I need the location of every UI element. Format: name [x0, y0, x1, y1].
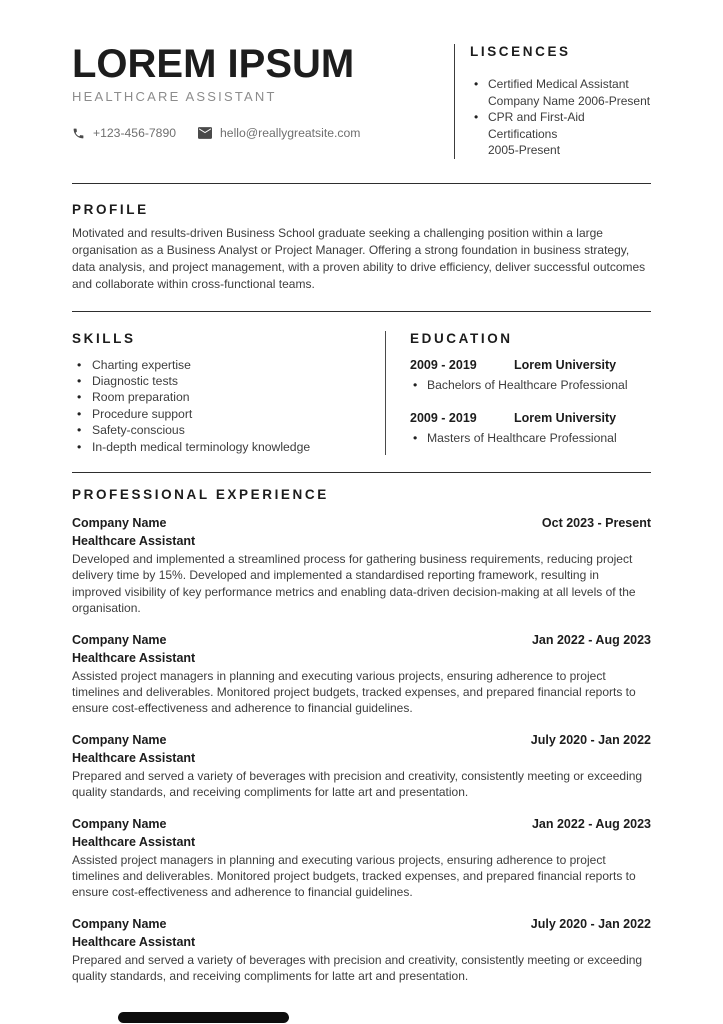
company-name: Company Name — [72, 732, 167, 747]
education-row — [410, 411, 651, 425]
education-degree: • Bachelors of Healthcare Professional — [410, 378, 651, 393]
header-identity — [72, 44, 454, 159]
skill-item: • Procedure support — [72, 406, 385, 422]
divider — [72, 472, 651, 473]
experience-description: Developed and implemented a streamlined process for gathering business requirements, reducing project delivery time by 15%. Developed and implemented a standardised reporting framework, resulting in improved visibility of key performance metrics and enabling data-driven decision-making at all levels of the organisation. — [72, 551, 636, 616]
company-name: Company Name — [72, 632, 167, 647]
experience-dates: Jan 2022 - Aug 2023 — [531, 632, 651, 647]
divider — [72, 183, 651, 184]
company-name: Company Name — [72, 916, 167, 931]
experience-entries — [72, 516, 651, 985]
footer-bar — [118, 1012, 289, 1023]
experience-entry-header — [72, 817, 651, 831]
experience-entry-header — [72, 633, 651, 647]
experience-section — [72, 487, 651, 985]
skill-item: • Safety-conscious — [72, 422, 385, 438]
experience-description: Assisted project managers in planning and executing various projects, ensuring adherence to project timelines and deliverables. Monitored project budgets, tracked expenses, and prepared financial reports to ensure cost-effectiveness and adherence to financial guidelines. — [72, 668, 636, 716]
education-heading: EDUCATION — [410, 330, 513, 346]
licence-line: Company Name 2006-Present — [488, 93, 651, 108]
education-row — [410, 358, 651, 372]
licences-heading: LISCENCES — [470, 44, 571, 59]
experience-description: Assisted project managers in planning and executing various projects, ensuring adherence to project timelines and deliverables. Monitored project budgets, tracked expenses, and prepared financial reports to ensure cost-effectiveness and adherence to financial guidelines. — [72, 852, 636, 900]
education-school: Lorem University — [514, 357, 617, 372]
experience-entry — [72, 733, 651, 801]
profile-section — [72, 202, 651, 293]
person-name: LOREM IPSUM — [72, 42, 355, 86]
profile-text: Motivated and results-driven Business School graduate seeking a challenging position within a large organisation as a Business Analyst or Project Manager. Offering a strong foundation in business strategy, data analysis, and project management, with a proven ability to drive efficiency, deliver successful outcomes and collaborate within cross-functional teams. — [72, 225, 646, 291]
experience-role: Healthcare Assistant — [72, 650, 196, 665]
education-school: Lorem University — [514, 410, 617, 425]
experience-role: Healthcare Assistant — [72, 533, 196, 548]
experience-dates: July 2020 - Jan 2022 — [530, 916, 651, 931]
experience-description: Prepared and served a variety of beverages with precision and creativity, consistently meeting or exceeding quality standards, and receiving compliments for latte art and presentation. — [72, 952, 643, 984]
experience-role: Healthcare Assistant — [72, 934, 196, 949]
company-name: Company Name — [72, 816, 167, 831]
licence-item — [470, 109, 651, 159]
licence-line: • CPR and First-Aid Certifications — [488, 110, 585, 141]
education-entry — [410, 411, 651, 446]
contact-row — [72, 126, 454, 140]
skill-item: • Room preparation — [72, 389, 385, 405]
education-entry — [410, 358, 651, 393]
divider — [72, 311, 651, 312]
experience-role: Healthcare Assistant — [72, 834, 196, 849]
skills-section — [72, 331, 385, 455]
profile-heading: PROFILE — [72, 201, 149, 217]
experience-entry — [72, 917, 651, 985]
experience-dates: Oct 2023 - Present — [541, 515, 651, 530]
licences-section — [454, 44, 651, 159]
skills-list — [72, 357, 385, 455]
experience-entry-header — [72, 733, 651, 747]
experience-entry — [72, 817, 651, 901]
phone-contact — [72, 126, 176, 140]
education-years: 2009 - 2019 — [410, 357, 477, 372]
experience-heading: PROFESSIONAL EXPERIENCE — [72, 486, 329, 502]
person-title: HEALTHCARE ASSISTANT — [72, 89, 277, 104]
phone-number: +123-456-7890 — [93, 126, 177, 140]
licences-list — [470, 76, 651, 159]
licence-line: • Certified Medical Assistant — [488, 77, 629, 91]
skill-item: • In-depth medical terminology knowledge — [72, 439, 385, 455]
experience-entry — [72, 516, 651, 617]
skills-education-row — [72, 331, 651, 455]
education-degree: • Masters of Healthcare Professional — [410, 431, 651, 446]
experience-dates: July 2020 - Jan 2022 — [530, 732, 651, 747]
experience-role: Healthcare Assistant — [72, 750, 196, 765]
envelope-icon — [198, 127, 212, 139]
licence-item — [470, 76, 651, 109]
experience-entry — [72, 633, 651, 717]
email-contact — [198, 126, 360, 140]
experience-entry-header — [72, 917, 651, 931]
licence-line: 2005-Present — [488, 143, 561, 157]
experience-entry-header — [72, 516, 651, 530]
experience-description: Prepared and served a variety of beverages with precision and creativity, consistently meeting or exceeding quality standards, and receiving compliments for latte art and presentation. — [72, 768, 643, 800]
phone-icon — [72, 127, 85, 140]
skills-heading: SKILLS — [72, 330, 136, 346]
experience-dates: Jan 2022 - Aug 2023 — [531, 816, 651, 831]
email-address: hello@reallygreatsite.com — [220, 126, 361, 140]
education-years: 2009 - 2019 — [410, 410, 477, 425]
header — [72, 44, 651, 159]
education-section — [385, 331, 651, 455]
company-name: Company Name — [72, 515, 167, 530]
skill-item: • Diagnostic tests — [72, 373, 385, 389]
skill-item: • Charting expertise — [72, 357, 385, 373]
